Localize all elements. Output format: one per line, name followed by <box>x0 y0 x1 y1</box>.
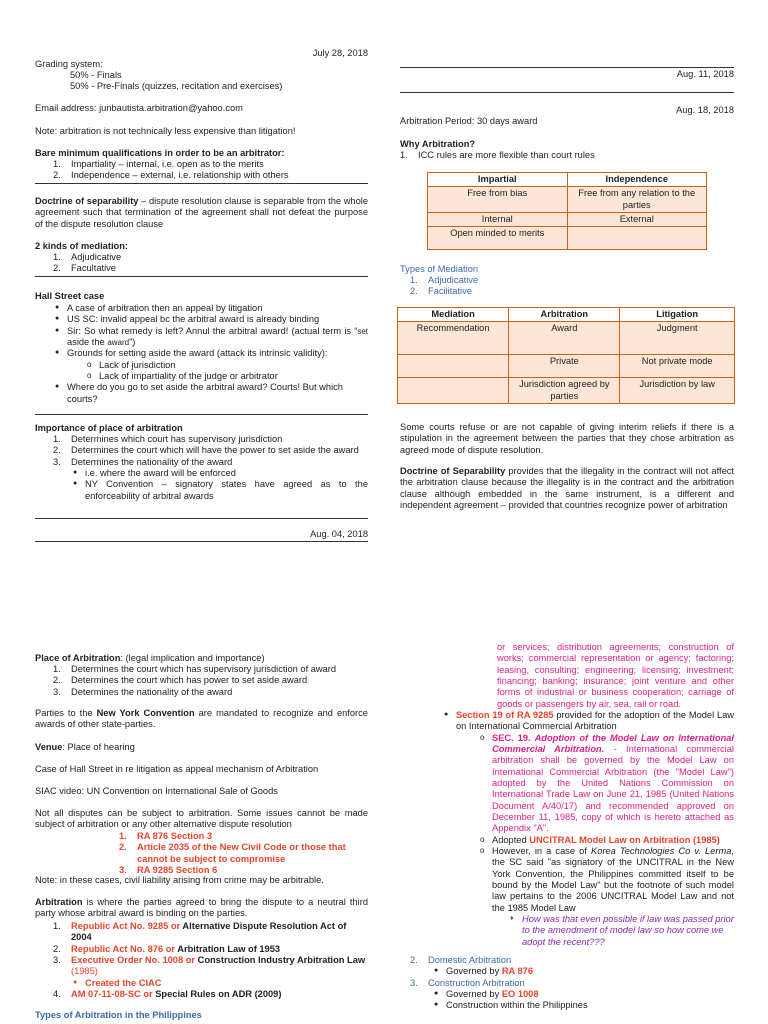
list-item: 2. Facilitative <box>410 286 472 297</box>
list-item: 2. Facultative <box>53 263 116 274</box>
list-item: o SEC. 19. Adoption of the Model Law on International Commercial Arbitration. - International commercial arbitration shall be governed by the Model Law on International Commercial Arbitration (the "Model Law") adopted by the United Nations Commission on International Trade Law on June 21, 1985 (United Nations Document A/40/17) and recommended approved on December 11, 1985, copy of which is hereto attached as Appendix "A". <box>478 733 734 835</box>
list-item: ● A case of arbitration then an appeal by litigation <box>53 303 368 314</box>
table-row <box>398 355 735 378</box>
list-item: ● Created the CIAC <box>71 978 368 989</box>
note-line: Note: arbitration is not technically less expensive than litigation! <box>35 126 296 136</box>
bare-minimum-list <box>35 159 368 182</box>
table-cell: Jurisdiction by law <box>620 378 735 404</box>
note-civil-liability: Note: in these cases, civil liability arising from crime may be arbitrable. <box>35 875 324 885</box>
list-item: ● Sir: So what remedy is left? Annul the arbitral award! (actual term is “set aside the award”) <box>53 326 368 349</box>
list-item: ● US SC: invalid appeal bc the arbitral award is already binding <box>53 314 368 325</box>
table-cell: Private <box>509 355 620 378</box>
list-item: 3. RA 9285 Section 6 <box>119 864 218 875</box>
table-cell: Free from any relation to the parties <box>567 187 707 213</box>
list-item: 1. Determines the court which has supervisory jurisdiction of award <box>53 664 337 674</box>
table-row <box>398 378 735 404</box>
table-cell: Free from bias <box>428 187 568 213</box>
table-cell: Judgment <box>620 322 735 355</box>
list-item: 2. Determines the court which will have the power to set aside the award <box>53 445 359 456</box>
date-july-28: July 28, 2018 <box>312 48 368 58</box>
divider <box>400 67 734 68</box>
list-item: ♦ How was that even possible if law was passed prior to the amendment of model law so how come we adopt the recent??? <box>508 914 734 948</box>
list-item: 3. Executive Order No. 1008 or Construction Industry Arbitration Law (1985) <box>53 954 366 977</box>
list-item: 3. Determines the nationality of the award <box>53 456 233 467</box>
venue-line: Venue: Place of hearing <box>35 742 135 752</box>
grading-label: Grading system: <box>35 59 103 69</box>
list-item: ● i.e. where the award will be enforced <box>71 468 368 479</box>
list-item: ● NY Convention – signatory states have agreed as to the enforceability of arbitral awards <box>71 479 368 502</box>
importance-list <box>35 434 368 502</box>
mediation-list <box>35 252 368 275</box>
table-header: Independence <box>567 173 707 187</box>
doctrine-paragraph: Doctrine of separability – dispute resolution clause is separable from the whole agreement such that termination of the agreement shall not defeat the purpose of the dispute resolution clause <box>35 196 369 229</box>
list-item: 1. Impartiality – internal, i.e. open as to the merits <box>53 159 264 169</box>
list-item: 1. ICC rules are more flexible than court rules <box>400 150 595 160</box>
list-item: ● Section 19 of RA 9285 provided for the adoption of the Model Law on International Commercial Arbitration <box>442 710 734 733</box>
table-cell: Internal <box>428 212 568 226</box>
list-item: 2. Independence – external, i.e. relationship with others <box>53 170 289 181</box>
mediation-heading: 2 kinds of mediation: <box>35 241 128 251</box>
why-list <box>400 150 734 161</box>
list-item: 1. Adjudicative <box>410 275 479 285</box>
list-item: ● Governed by EO 1008 <box>432 989 734 1000</box>
courts-paragraph: Some courts refuse or are not capable of giving interim reliefs if there is a stipulation in the agreement between the parties that they chose arbitration as agreed mode of dispute resolution. <box>400 422 734 455</box>
list-item: ● Grounds for setting aside the award (attack its intrinsic validity): <box>53 348 368 359</box>
date-aug-11: Aug. 11, 2018 <box>676 69 734 79</box>
table-cell <box>567 227 707 250</box>
grading-finals: 50% - Finals <box>70 70 122 80</box>
table-cell: Open minded to merits <box>428 227 568 250</box>
date-aug-04: Aug. 04, 2018 <box>310 529 368 539</box>
email-line: Email address: junbautista.arbitration@yahoo.com <box>35 103 243 113</box>
ny-convention-paragraph: Parties to the New York Convention are mandated to recognize and enforce awards of other state-parties. <box>35 708 368 730</box>
table-header: Arbitration <box>509 308 620 322</box>
table-header: Litigation <box>620 308 735 322</box>
grading-prefinals: 50% - Pre-Finals (quizzes, recitation and exercises) <box>70 81 283 91</box>
not-all-disputes-paragraph: Not all disputes can be subject to arbitration. Some issues cannot be made subject of arbitration or any other alternative dispute resolution <box>35 808 368 830</box>
table-row <box>428 212 707 226</box>
table-header: Impartial <box>428 173 568 187</box>
why-arbitration-heading: Why Arbitration? <box>400 139 476 149</box>
divider <box>35 276 368 277</box>
arbitration-period: Arbitration Period: 30 days award <box>400 116 538 126</box>
table-row <box>428 187 707 213</box>
list-item: 2. Determines the court which has power to set aside award <box>53 675 308 686</box>
arbitration-definition: Arbitration is where the parties agreed to bring the dispute to a neutral third party whose arbitral award is binding on the parties. <box>35 897 368 919</box>
divider <box>35 183 368 184</box>
hall-street-line: Case of Hall Street in re litigation as appeal mechanism of Arbitration <box>35 764 319 774</box>
list-item: o Lack of jurisdiction <box>85 360 368 371</box>
arbitration-types-list <box>410 955 734 1012</box>
hall-street-list <box>35 303 368 405</box>
list-item: 1. Republic Act No. 9285 or Alternative Dispute Resolution Act of 2004 <box>53 921 347 943</box>
table-row <box>398 322 735 355</box>
date-aug-18: Aug. 18, 2018 <box>676 105 734 115</box>
importance-heading: Importance of place of arbitration <box>35 423 183 433</box>
list-item: 2. Republic Act No. 876 or Arbitration Law of 1953 <box>53 943 281 954</box>
list-item: 2. Domestic Arbitration <box>410 955 512 965</box>
divider <box>400 92 734 93</box>
model-law-list <box>442 710 734 948</box>
list-item: ● Where do you go to set aside the arbitral award? Courts! But which courts? <box>53 382 368 405</box>
types-of-arbitration-heading: Types of Arbitration in the Philippines <box>35 1010 202 1020</box>
divider <box>35 414 368 415</box>
table-row <box>428 227 707 250</box>
list-item: 1. RA 876 Section 3 <box>119 831 213 841</box>
list-item: 1. Adjudicative <box>53 252 122 262</box>
list-item: ● Governed by RA 876 <box>432 966 734 977</box>
table-header: Mediation <box>398 308 509 322</box>
table-cell: Jurisdiction agreed by parties <box>509 378 620 404</box>
mediation-arbitration-litigation-table <box>397 307 735 404</box>
table-cell: Recommendation <box>398 322 509 355</box>
list-item: 2. Article 2035 of the New Civil Code or those that cannot be subject to compromise <box>119 842 346 864</box>
table-cell: Not private mode <box>620 355 735 378</box>
impartial-independence-table <box>427 172 707 250</box>
separability-paragraph: Doctrine of Separability provides that the illegality in the contract will not affect the arbitration clause because the illegality is in the contract and the arbitration clause although embedded in the same instrument, is a different and independent agreement – provided that countries recognize power of arbitration <box>400 466 734 510</box>
divider <box>35 541 368 542</box>
list-item: 4. AM 07-11-08-SC or Special Rules on ADR (2009) <box>53 988 282 999</box>
table-cell <box>398 355 509 378</box>
table-cell: Award <box>509 322 620 355</box>
types-of-mediation-heading: Types of Mediation <box>400 264 479 274</box>
divider <box>35 518 368 519</box>
services-paragraph: or services; distribution agreements; construction of works; commercial representation or agency; factoring; leasing, consulting; engineering; licensing; investment; financing; banking; insurance; joint venture and other forms of industrial or business cooperation; carriage of goods or passengers by air, sea, rail or road. <box>497 642 734 709</box>
siac-line: SIAC video: UN Convention on International Sale of Goods <box>35 786 278 796</box>
list-item: ● Construction within the Philippines <box>432 1000 734 1011</box>
place-list <box>35 664 368 698</box>
list-item: 3. Determines the nationality of the award <box>53 686 233 697</box>
hall-street-heading: Hall Street case <box>35 291 105 301</box>
types-list <box>410 275 710 298</box>
bare-minimum-heading: Bare minimum qualifications in order to be an arbitrator: <box>35 148 285 158</box>
table-cell: External <box>567 212 707 226</box>
list-item: o Lack of impartiality of the judge or arbitrator <box>85 371 368 382</box>
list-item: 1. Determines which court has supervisory jurisdiction <box>53 434 283 444</box>
list-item: o However, in a case of Korea Technologies Co v. Lerma, the SC said "as signatory of the UNCITRAL in the New York Convention, the Philippines committed itself to be bound by the Model Law" but the footnote of such model law pertains to the 2006 UNCITRAL Model Law and not the 1985 Model Law <box>478 846 734 914</box>
list-item: o Adopted UNCITRAL Model Law on Arbitration (1985) <box>478 835 734 846</box>
laws-list <box>35 921 368 1000</box>
place-of-arbitration-line: Place of Arbitration: (legal implication and importance) <box>35 653 265 663</box>
list-item: 3. Construction Arbitration <box>410 977 525 988</box>
non-arbitrable-list <box>35 831 368 876</box>
table-cell <box>398 378 509 404</box>
